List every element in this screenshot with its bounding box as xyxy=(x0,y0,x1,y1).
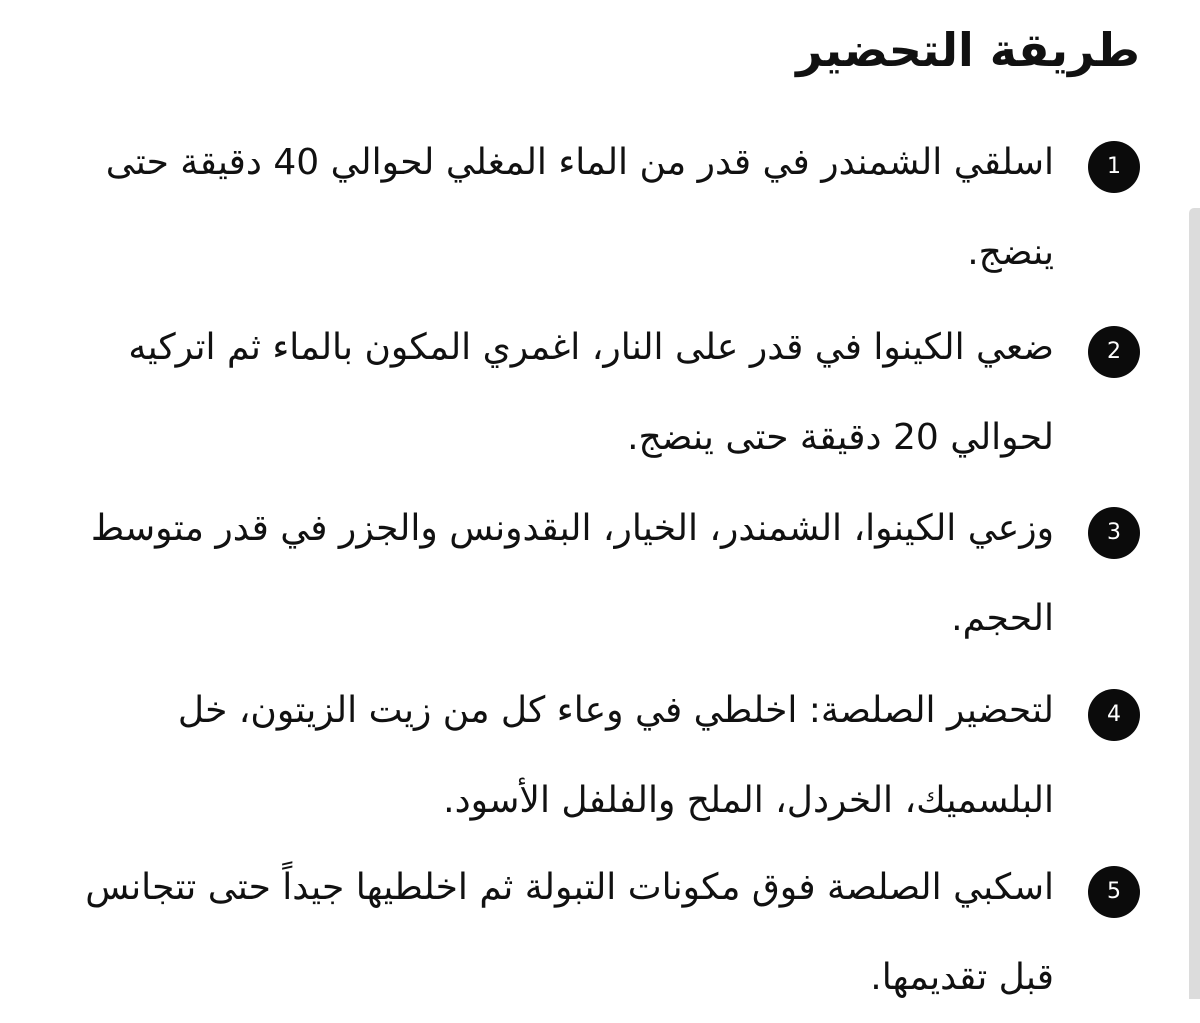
step-number-badge: 5 xyxy=(1088,866,1140,918)
step-number-badge: 3 xyxy=(1088,507,1140,559)
step-text: وزعي الكينوا، الشمندر، الخيار، البقدونس والجزر في قدر متوسط الحجم. xyxy=(90,508,1054,639)
step-item xyxy=(0,118,1200,278)
step-text: اسلقي الشمندر في قدر من الماء المغلي لحوالي 40 دقيقة حتى ينضج. xyxy=(105,142,1054,273)
step-text: لتحضير الصلصة: اخلطي في وعاء كل من زيت الزيتون، خل البلسميك، الخردل، الملح والفلفل الأسود. xyxy=(177,690,1054,821)
step-number-badge: 4 xyxy=(1088,689,1140,741)
section-title: طريقة التحضير xyxy=(796,23,1140,77)
step-text: اسكبي الصلصة فوق مكونات التبولة ثم اخلطيها جيداً حتى تتجانس قبل تقديمها. xyxy=(85,867,1054,998)
step-text: ضعي الكينوا في قدر على النار، اغمري المكون بالماء ثم اتركيه لحوالي 20 دقيقة حتى ينضج. xyxy=(128,327,1054,458)
step-number-badge: 1 xyxy=(1088,141,1140,193)
step-item xyxy=(0,666,1200,826)
step-item xyxy=(0,303,1200,463)
step-item xyxy=(0,843,1200,1003)
scrollbar[interactable] xyxy=(1189,208,1200,999)
step-item xyxy=(0,484,1200,644)
step-number-badge: 2 xyxy=(1088,326,1140,378)
